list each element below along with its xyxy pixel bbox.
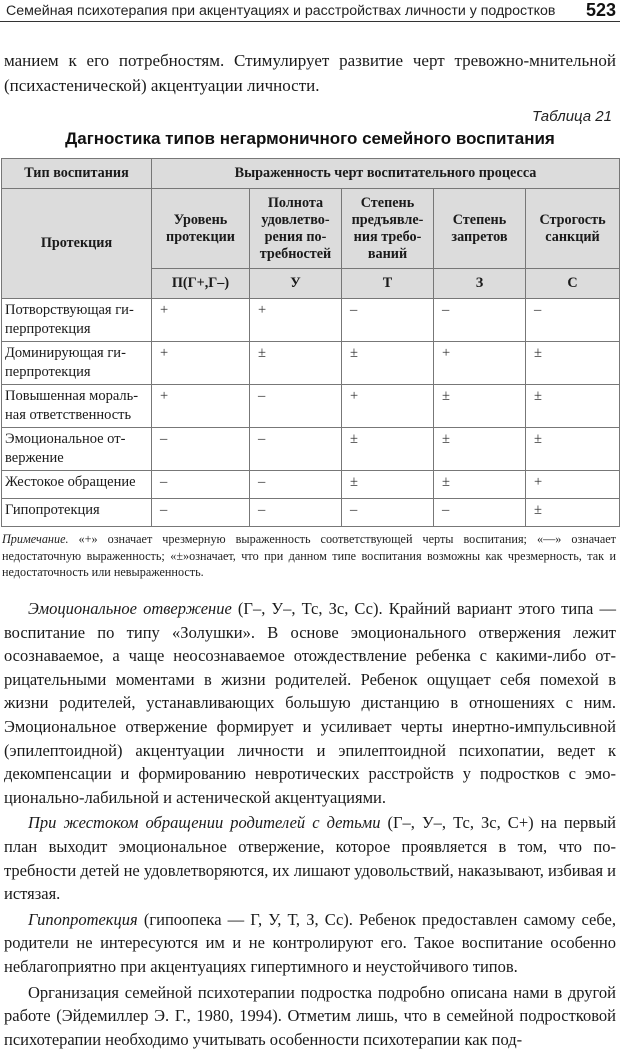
table-cell: +: [152, 385, 250, 428]
table-cell: ±: [434, 385, 526, 428]
paragraph-cruel-treatment: [4, 811, 616, 905]
row-label: Доминирующая гиперпротекция: [2, 342, 152, 385]
table-cell: +: [434, 342, 526, 385]
row-label: Повышенная моральная ответственность: [2, 385, 152, 428]
term: Эмоциональное отвержение: [28, 599, 232, 618]
table-row: [2, 471, 620, 499]
header-sanctions: Строгость санкций: [526, 189, 620, 269]
header-demands: Степень предъявления требований: [342, 189, 434, 269]
code-z: З: [434, 269, 526, 299]
table-cell: +: [526, 471, 620, 499]
table-header-row-1: [2, 159, 620, 189]
code-u: У: [250, 269, 342, 299]
paragraph-emotional-rejection: [4, 597, 616, 809]
table-cell: –: [152, 499, 250, 527]
table-cell: ±: [434, 428, 526, 471]
note-label: Примечание.: [2, 532, 69, 546]
table-cell: ±: [342, 342, 434, 385]
header-level: Уровень протекции: [152, 189, 250, 269]
table-cell: –: [152, 471, 250, 499]
paragraph-text: (гипоопека — Г, У, Т, З, Сс). Ребенок предоставлен самому себе, родители не интересуются им и не контролируют его. Такое воспитание особенно неблагоприятно при акцентуациях гипертимного и неустойчивого типов.: [4, 910, 616, 976]
row-label: Эмоциональное отвержение: [2, 428, 152, 471]
table-row: [2, 499, 620, 527]
paragraph-family-therapy: Организация семейной психотерапии подростка подробно описана нами в другой работе (Эйдемиллер Э. Г., 1980, 1994). Отметим лишь, что в семейной подростковой психотерапии необходимо учитывать особенности психотерапии как под-: [4, 981, 616, 1051]
table-note: [2, 531, 616, 581]
running-head: [0, 0, 620, 22]
header-prohibitions: Степень запретов: [434, 189, 526, 269]
code-s: С: [526, 269, 620, 299]
table-cell: ±: [434, 471, 526, 499]
table-row: [2, 342, 620, 385]
paragraph-text: (Г–, У–, Тс, Зс, С+) на первый план выходит эмоциональное отвержение, которое проявляется в том, что потребности детей не удовлетворяются, их лишают удовольствий, наказывают, избивая и истязая.: [4, 813, 616, 903]
table-cell: ±: [342, 471, 434, 499]
table-cell: –: [434, 299, 526, 342]
table-header-row-2: [2, 189, 620, 269]
table-cell: –: [250, 428, 342, 471]
code-t: Т: [342, 269, 434, 299]
table-cell: –: [342, 499, 434, 527]
table-cell: –: [342, 299, 434, 342]
table-cell: ±: [526, 342, 620, 385]
table-row: [2, 299, 620, 342]
table-cell: –: [250, 471, 342, 499]
table-cell: ±: [526, 428, 620, 471]
table-cell: ±: [526, 385, 620, 428]
running-title: Семейная психотерапия при акцентуациях и расстройствах личности у подростков: [6, 3, 555, 19]
table-cell: +: [152, 299, 250, 342]
header-satisfaction: Полнота удовлетворения потребностей: [250, 189, 342, 269]
table-row: [2, 428, 620, 471]
table-cell: ±: [250, 342, 342, 385]
intro-paragraph: манием к его потребностям. Стимулирует развитие черт тревожно-мнительной (психастенической) акцентуации личности.: [4, 48, 616, 98]
table-cell: –: [526, 299, 620, 342]
term: При жестоком обращении родителей с детьми: [28, 813, 380, 832]
row-label: Жестокое обращение: [2, 471, 152, 499]
table-cell: –: [434, 499, 526, 527]
table-cell: +: [342, 385, 434, 428]
table-row: [2, 385, 620, 428]
table-cell: –: [250, 499, 342, 527]
paragraph-hypoprotection: [4, 908, 616, 979]
table-label: Таблица 21: [532, 108, 612, 125]
paragraph-text: (Г–, У–, Тс, Зс, Сс). Крайний вариант этого типа — воспитание по типу «Золушки». В основе эмоционального отвержения лежит осознаваемое, а чаще неосознаваемое отождествление ребенка с какими-либо отрицательными моментами в жизни родителей. Ребенок ощущает себя помехой в жизни родителей, устанавливающих большую дистанцию в отношениях с ним. Эмоциональное отвержение формирует и усиливает черты инертно-импульсивной (эпилептоидной) акцентуации личности и эпилептоидной психопатии, ведет к декомпенсации и формированию невротических расстройств у подростков с эмоционально-лабильной и астенической акцентуациями.: [4, 599, 616, 807]
page-number: 523: [586, 0, 616, 21]
table-cell: –: [152, 428, 250, 471]
upbringing-table: [1, 158, 620, 527]
table-cell: +: [152, 342, 250, 385]
table-cell: +: [250, 299, 342, 342]
row-label: Гипопротекция: [2, 499, 152, 527]
term: Гипопротекция: [28, 910, 138, 929]
table-cell: –: [250, 385, 342, 428]
code-level: П(Г+,Г–): [152, 269, 250, 299]
body-text: [4, 597, 616, 1051]
table-cell: ±: [526, 499, 620, 527]
header-traits: Выраженность черт воспитательного процесса: [152, 159, 620, 189]
header-protection: Протекция: [2, 189, 152, 299]
note-text: «+» означает чрезмерную выраженность соответствующей черты воспитания; «—» означает недостаточную выраженность; «±»означает, что при данном типе воспитания возможны как чрезмерность, так и недостаточность или невыраженность.: [2, 532, 616, 579]
header-upbringing-type: Тип воспитания: [2, 159, 152, 189]
table-cell: ±: [342, 428, 434, 471]
row-label: Потворствующая гиперпротекция: [2, 299, 152, 342]
table-title: Дагностика типов негармоничного семейного воспитания: [0, 129, 620, 149]
